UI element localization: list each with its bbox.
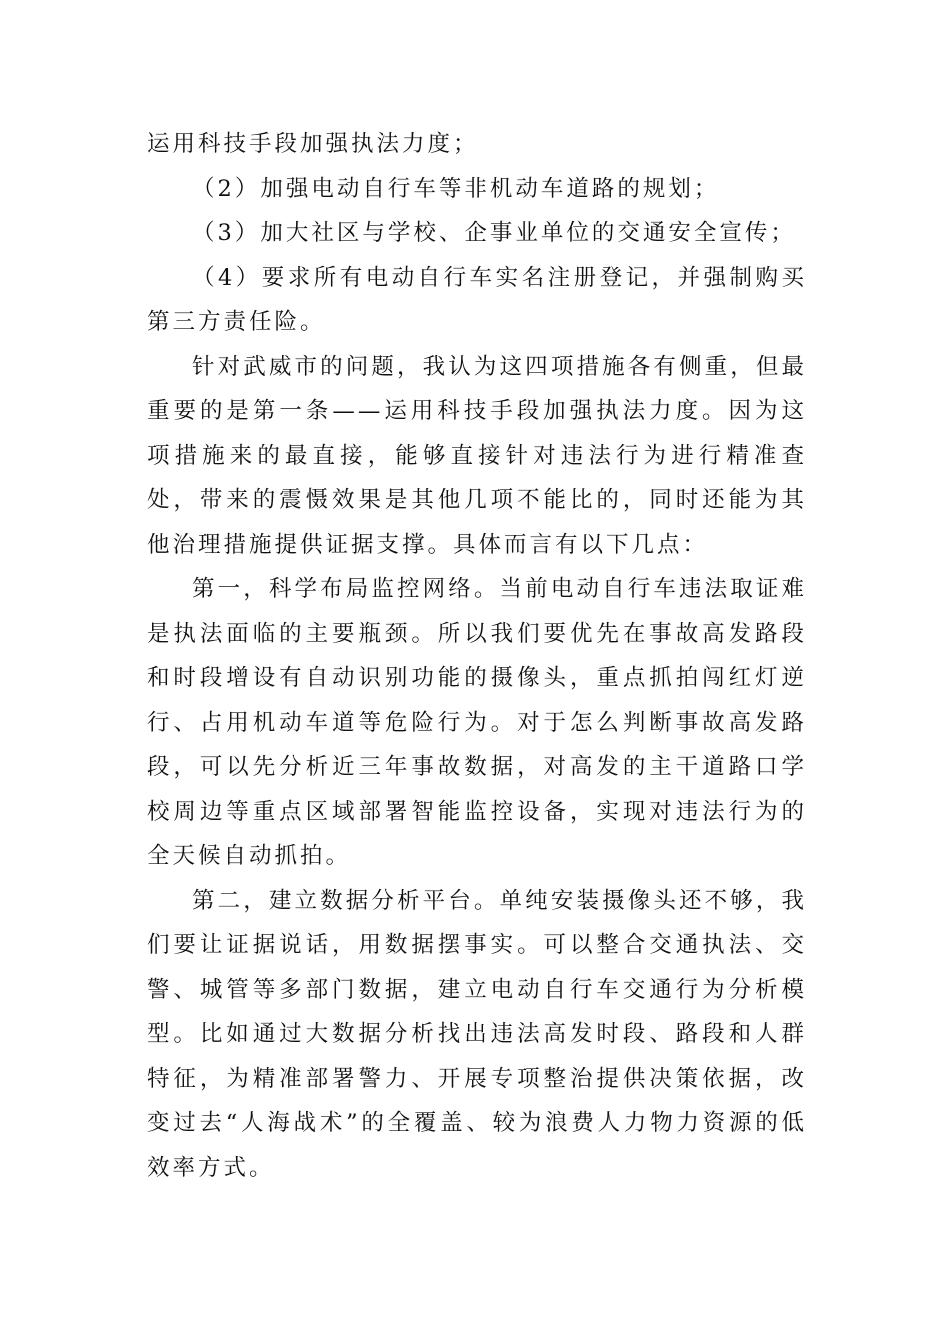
paragraph-continuation: 运用科技手段加强执法力度； bbox=[147, 131, 479, 157]
paragraph-analysis: 针对武威市的问题，我认为这四项措施各有侧重，但最重要的是第一条——运用科技手段加强执法力度。因为这项措施来的最直接，能够直接针对违法行为进行精准查处，带来的震慑效果是其他几项不能比的，同时还能为其他治理措施提供证据支撑。具体而言有以下几点： bbox=[147, 353, 807, 558]
paragraph-point-1: 第一，科学布局监控网络。当前电动自行车违法取证难是执法面临的主要瓶颈。所以我们要优先在事故高发路段和时段增设有自动识别功能的摄像头，重点抓拍闯红灯逆行、占用机动车道等危险行为。对于怎么判断事故高发路段，可以先分析近三年事故数据，对高发的主干道路口学校周边等重点区域部署智能监控设备，实现对违法行为的全天候自动抓拍。 bbox=[147, 576, 807, 869]
paragraph-measure-2: （2）加强电动自行车等非机动车道路的规划； bbox=[192, 175, 720, 202]
paragraph-measure-3: （3）加大社区与学校、企事业单位的交通安全宣传； bbox=[192, 220, 796, 246]
document-body bbox=[147, 122, 807, 1190]
paragraph-measure-4: （4）要求所有电动自行车实名注册登记，并强制购买第三方责任险。 bbox=[147, 264, 807, 335]
paragraph-point-2: 第二，建立数据分析平台。单纯安装摄像头还不够，我们要让证据说话，用数据摆事实。可以整合交通执法、交警、城管等多部门数据，建立电动自行车交通行为分析模型。比如通过大数据分析找出违法高发时段、路段和人群特征，为精准部署警力、开展专项整治提供决策依据，改变过去“人海战术”的全覆盖、较为浪费人力物力资源的低效率方式。 bbox=[147, 887, 807, 1181]
